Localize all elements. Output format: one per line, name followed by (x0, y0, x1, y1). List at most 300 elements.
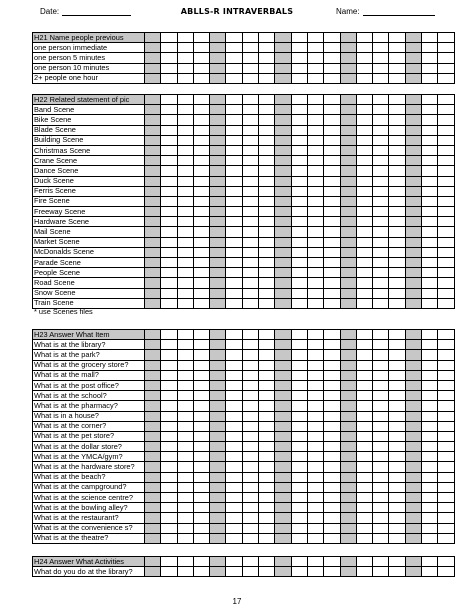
score-cell[interactable] (210, 227, 226, 237)
score-cell[interactable] (324, 493, 340, 503)
score-cell[interactable] (422, 411, 438, 421)
score-cell[interactable] (177, 288, 193, 298)
score-cell[interactable] (438, 278, 454, 288)
score-cell[interactable] (291, 207, 307, 217)
score-cell[interactable] (356, 493, 372, 503)
score-cell[interactable] (242, 482, 258, 492)
score-cell[interactable] (291, 33, 307, 43)
score-cell[interactable] (177, 493, 193, 503)
score-cell[interactable] (389, 533, 405, 543)
score-cell[interactable] (438, 557, 454, 567)
score-cell[interactable] (210, 278, 226, 288)
score-cell[interactable] (340, 176, 356, 186)
score-cell[interactable] (422, 247, 438, 257)
score-cell[interactable] (275, 258, 291, 268)
name-blank-line[interactable] (363, 7, 435, 16)
score-cell[interactable] (177, 380, 193, 390)
score-cell[interactable] (242, 350, 258, 360)
score-cell[interactable] (259, 43, 275, 53)
score-cell[interactable] (210, 360, 226, 370)
score-cell[interactable] (226, 411, 242, 421)
score-cell[interactable] (161, 145, 177, 155)
score-cell[interactable] (405, 207, 421, 217)
score-cell[interactable] (389, 401, 405, 411)
score-cell[interactable] (405, 217, 421, 227)
score-cell[interactable] (340, 493, 356, 503)
score-cell[interactable] (307, 452, 323, 462)
score-cell[interactable] (324, 503, 340, 513)
score-cell[interactable] (422, 401, 438, 411)
score-cell[interactable] (340, 278, 356, 288)
score-cell[interactable] (291, 513, 307, 523)
score-cell[interactable] (438, 421, 454, 431)
score-cell[interactable] (210, 330, 226, 340)
score-cell[interactable] (422, 176, 438, 186)
score-cell[interactable] (438, 53, 454, 63)
score-cell[interactable] (193, 247, 209, 257)
score-cell[interactable] (177, 298, 193, 308)
score-cell[interactable] (438, 176, 454, 186)
score-cell[interactable] (340, 411, 356, 421)
score-cell[interactable] (210, 196, 226, 206)
score-cell[interactable] (405, 330, 421, 340)
score-cell[interactable] (226, 421, 242, 431)
score-cell[interactable] (275, 207, 291, 217)
score-cell[interactable] (356, 442, 372, 452)
score-cell[interactable] (275, 391, 291, 401)
score-cell[interactable] (242, 340, 258, 350)
score-cell[interactable] (259, 401, 275, 411)
score-cell[interactable] (177, 53, 193, 63)
score-cell[interactable] (373, 401, 389, 411)
score-cell[interactable] (177, 482, 193, 492)
score-cell[interactable] (324, 370, 340, 380)
score-cell[interactable] (422, 288, 438, 298)
score-cell[interactable] (259, 370, 275, 380)
score-cell[interactable] (193, 105, 209, 115)
score-cell[interactable] (275, 340, 291, 350)
score-cell[interactable] (210, 380, 226, 390)
score-cell[interactable] (193, 370, 209, 380)
score-cell[interactable] (422, 503, 438, 513)
score-cell[interactable] (177, 115, 193, 125)
score-cell[interactable] (259, 105, 275, 115)
score-cell[interactable] (373, 196, 389, 206)
score-cell[interactable] (405, 462, 421, 472)
score-cell[interactable] (356, 462, 372, 472)
score-cell[interactable] (340, 557, 356, 567)
score-cell[interactable] (161, 105, 177, 115)
score-cell[interactable] (340, 237, 356, 247)
score-cell[interactable] (177, 237, 193, 247)
score-cell[interactable] (356, 247, 372, 257)
score-cell[interactable] (145, 380, 161, 390)
score-cell[interactable] (226, 278, 242, 288)
score-cell[interactable] (405, 533, 421, 543)
score-cell[interactable] (226, 145, 242, 155)
score-cell[interactable] (324, 73, 340, 83)
score-cell[interactable] (307, 196, 323, 206)
score-cell[interactable] (193, 237, 209, 247)
score-cell[interactable] (145, 523, 161, 533)
score-cell[interactable] (145, 268, 161, 278)
score-cell[interactable] (226, 330, 242, 340)
score-cell[interactable] (259, 73, 275, 83)
score-cell[interactable] (193, 391, 209, 401)
score-cell[interactable] (242, 513, 258, 523)
score-cell[interactable] (275, 186, 291, 196)
score-cell[interactable] (275, 115, 291, 125)
score-cell[interactable] (242, 288, 258, 298)
score-cell[interactable] (210, 340, 226, 350)
score-cell[interactable] (275, 431, 291, 441)
score-cell[interactable] (373, 340, 389, 350)
score-cell[interactable] (193, 73, 209, 83)
score-cell[interactable] (291, 95, 307, 105)
score-cell[interactable] (145, 135, 161, 145)
score-cell[interactable] (259, 278, 275, 288)
score-cell[interactable] (389, 73, 405, 83)
score-cell[interactable] (193, 567, 209, 577)
score-cell[interactable] (145, 166, 161, 176)
score-cell[interactable] (193, 523, 209, 533)
score-cell[interactable] (340, 462, 356, 472)
score-cell[interactable] (226, 557, 242, 567)
score-cell[interactable] (389, 258, 405, 268)
score-cell[interactable] (373, 503, 389, 513)
score-cell[interactable] (340, 43, 356, 53)
score-cell[interactable] (373, 557, 389, 567)
score-cell[interactable] (324, 186, 340, 196)
score-cell[interactable] (340, 53, 356, 63)
score-cell[interactable] (307, 360, 323, 370)
score-cell[interactable] (307, 237, 323, 247)
score-cell[interactable] (193, 360, 209, 370)
score-cell[interactable] (405, 340, 421, 350)
score-cell[interactable] (210, 391, 226, 401)
score-cell[interactable] (259, 340, 275, 350)
score-cell[interactable] (275, 33, 291, 43)
score-cell[interactable] (177, 135, 193, 145)
score-cell[interactable] (356, 258, 372, 268)
score-cell[interactable] (210, 533, 226, 543)
score-cell[interactable] (177, 33, 193, 43)
score-cell[interactable] (210, 401, 226, 411)
score-cell[interactable] (340, 73, 356, 83)
score-cell[interactable] (373, 278, 389, 288)
score-cell[interactable] (438, 533, 454, 543)
score-cell[interactable] (340, 135, 356, 145)
score-cell[interactable] (242, 227, 258, 237)
score-cell[interactable] (145, 43, 161, 53)
score-cell[interactable] (161, 370, 177, 380)
score-cell[interactable] (275, 63, 291, 73)
score-cell[interactable] (291, 176, 307, 186)
score-cell[interactable] (259, 258, 275, 268)
score-cell[interactable] (161, 268, 177, 278)
score-cell[interactable] (275, 472, 291, 482)
score-cell[interactable] (373, 63, 389, 73)
score-cell[interactable] (307, 278, 323, 288)
score-cell[interactable] (324, 431, 340, 441)
score-cell[interactable] (145, 567, 161, 577)
score-cell[interactable] (275, 145, 291, 155)
score-cell[interactable] (356, 380, 372, 390)
score-cell[interactable] (291, 247, 307, 257)
score-cell[interactable] (226, 95, 242, 105)
score-cell[interactable] (422, 278, 438, 288)
score-cell[interactable] (275, 401, 291, 411)
score-cell[interactable] (405, 411, 421, 421)
score-cell[interactable] (161, 330, 177, 340)
score-cell[interactable] (210, 156, 226, 166)
score-cell[interactable] (389, 567, 405, 577)
score-cell[interactable] (389, 63, 405, 73)
score-cell[interactable] (193, 380, 209, 390)
score-cell[interactable] (259, 186, 275, 196)
score-cell[interactable] (226, 115, 242, 125)
score-cell[interactable] (275, 523, 291, 533)
score-cell[interactable] (438, 105, 454, 115)
score-cell[interactable] (373, 53, 389, 63)
score-cell[interactable] (275, 482, 291, 492)
score-cell[interactable] (389, 166, 405, 176)
score-cell[interactable] (438, 411, 454, 421)
score-cell[interactable] (259, 557, 275, 567)
score-cell[interactable] (324, 380, 340, 390)
score-cell[interactable] (259, 115, 275, 125)
score-cell[interactable] (145, 156, 161, 166)
score-cell[interactable] (356, 237, 372, 247)
score-cell[interactable] (324, 63, 340, 73)
score-cell[interactable] (259, 452, 275, 462)
score-cell[interactable] (210, 176, 226, 186)
score-cell[interactable] (161, 33, 177, 43)
score-cell[interactable] (210, 105, 226, 115)
score-cell[interactable] (275, 95, 291, 105)
score-cell[interactable] (307, 247, 323, 257)
score-cell[interactable] (291, 340, 307, 350)
score-cell[interactable] (422, 493, 438, 503)
score-cell[interactable] (275, 43, 291, 53)
score-cell[interactable] (307, 431, 323, 441)
score-cell[interactable] (145, 462, 161, 472)
score-cell[interactable] (438, 567, 454, 577)
score-cell[interactable] (193, 196, 209, 206)
score-cell[interactable] (193, 442, 209, 452)
score-cell[interactable] (373, 227, 389, 237)
score-cell[interactable] (177, 268, 193, 278)
score-cell[interactable] (438, 247, 454, 257)
score-cell[interactable] (405, 431, 421, 441)
score-cell[interactable] (373, 391, 389, 401)
score-cell[interactable] (259, 95, 275, 105)
score-cell[interactable] (161, 63, 177, 73)
score-cell[interactable] (226, 186, 242, 196)
score-cell[interactable] (373, 421, 389, 431)
score-cell[interactable] (259, 360, 275, 370)
score-cell[interactable] (438, 298, 454, 308)
score-cell[interactable] (259, 442, 275, 452)
score-cell[interactable] (389, 493, 405, 503)
score-cell[interactable] (291, 493, 307, 503)
score-cell[interactable] (242, 196, 258, 206)
score-cell[interactable] (275, 533, 291, 543)
score-cell[interactable] (145, 145, 161, 155)
score-cell[interactable] (405, 166, 421, 176)
score-cell[interactable] (356, 472, 372, 482)
score-cell[interactable] (210, 523, 226, 533)
score-cell[interactable] (324, 145, 340, 155)
score-cell[interactable] (259, 237, 275, 247)
score-cell[interactable] (389, 503, 405, 513)
score-cell[interactable] (193, 53, 209, 63)
score-cell[interactable] (373, 217, 389, 227)
score-cell[interactable] (242, 95, 258, 105)
score-cell[interactable] (422, 115, 438, 125)
score-cell[interactable] (275, 176, 291, 186)
score-cell[interactable] (291, 227, 307, 237)
score-cell[interactable] (422, 33, 438, 43)
score-cell[interactable] (356, 196, 372, 206)
score-cell[interactable] (259, 503, 275, 513)
score-cell[interactable] (356, 411, 372, 421)
score-cell[interactable] (210, 258, 226, 268)
score-cell[interactable] (324, 196, 340, 206)
score-cell[interactable] (373, 135, 389, 145)
score-cell[interactable] (405, 176, 421, 186)
score-cell[interactable] (405, 401, 421, 411)
score-cell[interactable] (291, 237, 307, 247)
score-cell[interactable] (193, 533, 209, 543)
score-cell[interactable] (307, 207, 323, 217)
score-cell[interactable] (161, 53, 177, 63)
score-cell[interactable] (324, 258, 340, 268)
score-cell[interactable] (193, 401, 209, 411)
score-cell[interactable] (389, 196, 405, 206)
score-cell[interactable] (210, 145, 226, 155)
score-cell[interactable] (145, 360, 161, 370)
score-cell[interactable] (389, 278, 405, 288)
score-cell[interactable] (405, 95, 421, 105)
score-cell[interactable] (259, 227, 275, 237)
score-cell[interactable] (145, 298, 161, 308)
score-cell[interactable] (438, 156, 454, 166)
score-cell[interactable] (307, 166, 323, 176)
score-cell[interactable] (226, 482, 242, 492)
score-cell[interactable] (210, 298, 226, 308)
score-cell[interactable] (324, 43, 340, 53)
score-cell[interactable] (373, 431, 389, 441)
score-cell[interactable] (210, 567, 226, 577)
score-cell[interactable] (226, 156, 242, 166)
score-cell[interactable] (373, 125, 389, 135)
score-cell[interactable] (210, 452, 226, 462)
score-cell[interactable] (356, 227, 372, 237)
score-cell[interactable] (177, 125, 193, 135)
score-cell[interactable] (307, 503, 323, 513)
score-cell[interactable] (324, 125, 340, 135)
score-cell[interactable] (291, 288, 307, 298)
score-cell[interactable] (242, 186, 258, 196)
score-cell[interactable] (226, 452, 242, 462)
score-cell[interactable] (193, 482, 209, 492)
score-cell[interactable] (259, 207, 275, 217)
score-cell[interactable] (226, 53, 242, 63)
score-cell[interactable] (405, 63, 421, 73)
score-cell[interactable] (389, 523, 405, 533)
score-cell[interactable] (291, 298, 307, 308)
score-cell[interactable] (210, 370, 226, 380)
score-cell[interactable] (291, 401, 307, 411)
score-cell[interactable] (356, 105, 372, 115)
score-cell[interactable] (210, 43, 226, 53)
score-cell[interactable] (226, 391, 242, 401)
score-cell[interactable] (405, 370, 421, 380)
score-cell[interactable] (145, 493, 161, 503)
score-cell[interactable] (177, 462, 193, 472)
score-cell[interactable] (291, 53, 307, 63)
score-cell[interactable] (340, 268, 356, 278)
score-cell[interactable] (210, 73, 226, 83)
score-cell[interactable] (226, 513, 242, 523)
score-cell[interactable] (373, 115, 389, 125)
score-cell[interactable] (422, 53, 438, 63)
score-cell[interactable] (193, 513, 209, 523)
score-cell[interactable] (373, 207, 389, 217)
score-cell[interactable] (356, 431, 372, 441)
score-cell[interactable] (422, 380, 438, 390)
score-cell[interactable] (291, 370, 307, 380)
score-cell[interactable] (242, 421, 258, 431)
score-cell[interactable] (356, 330, 372, 340)
score-cell[interactable] (422, 421, 438, 431)
score-cell[interactable] (193, 452, 209, 462)
score-cell[interactable] (438, 462, 454, 472)
score-cell[interactable] (389, 115, 405, 125)
score-cell[interactable] (438, 288, 454, 298)
score-cell[interactable] (242, 53, 258, 63)
score-cell[interactable] (405, 247, 421, 257)
score-cell[interactable] (193, 330, 209, 340)
score-cell[interactable] (422, 227, 438, 237)
score-cell[interactable] (389, 340, 405, 350)
score-cell[interactable] (356, 370, 372, 380)
score-cell[interactable] (210, 462, 226, 472)
score-cell[interactable] (291, 217, 307, 227)
score-cell[interactable] (291, 43, 307, 53)
score-cell[interactable] (145, 330, 161, 340)
score-cell[interactable] (275, 268, 291, 278)
score-cell[interactable] (145, 513, 161, 523)
score-cell[interactable] (438, 482, 454, 492)
score-cell[interactable] (307, 380, 323, 390)
score-cell[interactable] (340, 421, 356, 431)
score-cell[interactable] (145, 207, 161, 217)
score-cell[interactable] (242, 125, 258, 135)
score-cell[interactable] (438, 452, 454, 462)
score-cell[interactable] (389, 391, 405, 401)
score-cell[interactable] (193, 350, 209, 360)
score-cell[interactable] (373, 482, 389, 492)
score-cell[interactable] (389, 33, 405, 43)
score-cell[interactable] (210, 421, 226, 431)
score-cell[interactable] (177, 567, 193, 577)
score-cell[interactable] (438, 217, 454, 227)
score-cell[interactable] (291, 523, 307, 533)
score-cell[interactable] (340, 247, 356, 257)
score-cell[interactable] (177, 105, 193, 115)
